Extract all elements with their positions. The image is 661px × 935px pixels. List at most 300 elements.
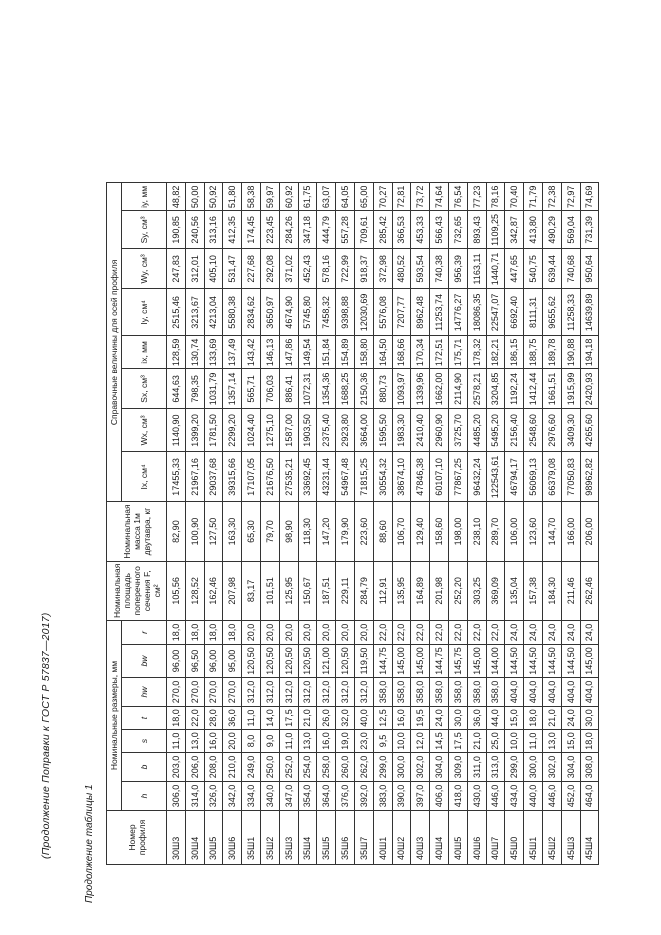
header-iy-moment: Iy, см⁴ <box>122 289 167 336</box>
header-h: h <box>122 782 167 811</box>
table-cell: 22547,07 <box>486 289 505 336</box>
table-cell: 77050,83 <box>561 452 580 502</box>
table-cell: 129,40 <box>411 502 430 561</box>
table-cell: 312,0 <box>260 678 279 707</box>
table-cell: 798,35 <box>185 369 204 409</box>
table-cell: 70,40 <box>505 183 524 211</box>
table-cell: 63,07 <box>317 183 336 211</box>
table-cell: 313,16 <box>204 211 223 249</box>
table-cell: 240,56 <box>185 211 204 249</box>
table-cell: 61,75 <box>298 183 317 211</box>
table-cell: 186,15 <box>505 336 524 369</box>
table-cell: 1357,14 <box>223 369 242 409</box>
table-cell: 740,38 <box>430 249 449 289</box>
header-sy: Sy, см³ <box>122 211 167 249</box>
table-cell: 127,50 <box>204 502 223 561</box>
table-cell: 4213,04 <box>204 289 223 336</box>
table-cell: 187,51 <box>317 561 336 620</box>
table-cell: 22,0 <box>430 621 449 645</box>
table-cell: 47846,38 <box>411 452 430 502</box>
table-cell: 372,98 <box>373 249 392 289</box>
table-cell: 340,0 <box>260 782 279 811</box>
table-cell: 119,50 <box>354 645 373 678</box>
table-cell: 77,23 <box>467 183 486 211</box>
table-cell: 302,0 <box>411 753 430 782</box>
table-cell: 21,0 <box>467 730 486 753</box>
table-cell: 179,90 <box>336 502 355 561</box>
table-cell: 72,38 <box>542 183 561 211</box>
table-cell: 565,71 <box>242 369 261 409</box>
table-cell: 404,0 <box>524 678 543 707</box>
header-ref-values: Справочные величины для осей профиля <box>107 183 122 502</box>
table-cell: 3204,85 <box>486 369 505 409</box>
table-cell: 312,0 <box>279 678 298 707</box>
table-cell: 144,00 <box>486 645 505 678</box>
table-cell: 133,69 <box>204 336 223 369</box>
table-cell: 120,50 <box>336 645 355 678</box>
table-cell: 11,0 <box>167 730 186 753</box>
table-cell: 135,95 <box>392 561 411 620</box>
header-ix-moment: Ix, см⁴ <box>122 452 167 502</box>
table-cell: 21676,50 <box>260 452 279 502</box>
table-cell: 303,25 <box>467 561 486 620</box>
table-cell: 43231,44 <box>317 452 336 502</box>
table-cell: 17455,33 <box>167 452 186 502</box>
table-cell: 14,5 <box>430 730 449 753</box>
table-cell: 128,59 <box>167 336 186 369</box>
table-cell: 36,0 <box>223 707 242 730</box>
table-cell: 2410,40 <box>411 409 430 452</box>
table-cell: 302,0 <box>542 753 561 782</box>
table-cell: 40,0 <box>354 707 373 730</box>
table-cell: 252,20 <box>448 561 467 620</box>
table-cell: 65,00 <box>354 183 373 211</box>
table-cell: 15,0 <box>505 707 524 730</box>
table-cell: 1024,40 <box>242 409 261 452</box>
table-cell: 16,0 <box>204 730 223 753</box>
table-cell: 25,0 <box>486 730 505 753</box>
table-cell: 3213,67 <box>185 289 204 336</box>
header-area: Номинальная площадь поперечного сечения F, см² <box>107 561 167 620</box>
table-cell: 74,64 <box>430 183 449 211</box>
table-cell: 208,0 <box>204 753 223 782</box>
table-cell: 262,46 <box>580 561 599 620</box>
table-cell: 201,98 <box>430 561 449 620</box>
table-row <box>524 183 543 865</box>
table-cell: 886,41 <box>279 369 298 409</box>
table-cell: 20,0 <box>279 621 298 645</box>
table-cell: 593,54 <box>411 249 430 289</box>
table-cell: 14,0 <box>260 707 279 730</box>
table-cell: 39315,66 <box>223 452 242 502</box>
table-cell: 122543,61 <box>486 452 505 502</box>
profile-number-cell: 35Ш3 <box>279 811 298 865</box>
table-cell: 72,97 <box>561 183 580 211</box>
table-cell: 189,78 <box>542 336 561 369</box>
table-cell: 404,0 <box>580 678 599 707</box>
table-cell: 238,10 <box>467 502 486 561</box>
table-row <box>223 183 242 865</box>
table-cell: 3409,30 <box>561 409 580 452</box>
table-cell: 188,75 <box>524 336 543 369</box>
profile-number-cell: 35Ш2 <box>260 811 279 865</box>
table-cell: 740,68 <box>561 249 580 289</box>
table-row <box>411 183 430 865</box>
table-cell: 9655,62 <box>542 289 561 336</box>
table-cell: 96,00 <box>204 645 223 678</box>
header-r: r <box>122 621 167 645</box>
table-cell: 358,0 <box>411 678 430 707</box>
table-cell: 207,98 <box>223 561 242 620</box>
table-row <box>260 183 279 865</box>
table-cell: 145,00 <box>392 645 411 678</box>
table-cell: 28,0 <box>204 707 223 730</box>
table-cell: 65,30 <box>242 502 261 561</box>
table-cell: 312,0 <box>354 678 373 707</box>
table-cell: 22,0 <box>373 621 392 645</box>
table-cell: 144,70 <box>542 502 561 561</box>
table-cell: 66379,08 <box>542 452 561 502</box>
table-cell: 120,50 <box>242 645 261 678</box>
table-cell: 26,0 <box>317 707 336 730</box>
table-cell: 77867,25 <box>448 452 467 502</box>
table-cell: 27535,21 <box>279 452 298 502</box>
table-cell: 158,80 <box>354 336 373 369</box>
table-cell: 364,0 <box>317 782 336 811</box>
table-cell: 1109,25 <box>486 211 505 249</box>
table-cell: 1031,79 <box>204 369 223 409</box>
table-cell: 95,00 <box>223 645 242 678</box>
table-row <box>448 183 467 865</box>
header-wy: Wy, см³ <box>122 249 167 289</box>
profile-number-cell: 40Ш5 <box>448 811 467 865</box>
table-cell: 412,35 <box>223 211 242 249</box>
table-cell: 20,0 <box>242 621 261 645</box>
table-cell: 326,0 <box>204 782 223 811</box>
header-b: b <box>122 753 167 782</box>
table-cell: 162,46 <box>204 561 223 620</box>
table-cell: 74,69 <box>580 183 599 211</box>
table-cell: 306,0 <box>167 782 186 811</box>
table-cell: 4485,20 <box>467 409 486 452</box>
table-cell: 732,65 <box>448 211 467 249</box>
table-cell: 1688,25 <box>336 369 355 409</box>
table-cell: 60107,10 <box>430 452 449 502</box>
table-cell: 342,0 <box>223 782 242 811</box>
table-cell: 182,21 <box>486 336 505 369</box>
profile-number-cell: 40Ш6 <box>467 811 486 865</box>
table-cell: 5576,08 <box>373 289 392 336</box>
table-cell: 144,50 <box>561 645 580 678</box>
table-cell: 252,0 <box>279 753 298 782</box>
table-cell: 21967,16 <box>185 452 204 502</box>
table-cell: 446,0 <box>542 782 561 811</box>
table-cell: 5495,20 <box>486 409 505 452</box>
table-cell: 146,13 <box>260 336 279 369</box>
table-row <box>354 183 373 865</box>
header-wx: Wx, см³ <box>122 409 167 452</box>
table-cell: 13,0 <box>185 730 204 753</box>
table-cell: 105,56 <box>167 561 186 620</box>
table-cell: 2976,60 <box>542 409 561 452</box>
table-cell: 175,71 <box>448 336 467 369</box>
table-cell: 17107,05 <box>242 452 261 502</box>
table-cell: 434,0 <box>505 782 524 811</box>
table-cell: 123,60 <box>524 502 543 561</box>
table-cell: 24,0 <box>430 707 449 730</box>
table-cell: 308,0 <box>580 753 599 782</box>
table-cell: 1140,90 <box>167 409 186 452</box>
table-cell: 33692,45 <box>298 452 317 502</box>
table-cell: 452,0 <box>561 782 580 811</box>
table-cell: 106,70 <box>392 502 411 561</box>
table-cell: 19,5 <box>411 707 430 730</box>
table-cell: 2156,40 <box>505 409 524 452</box>
table-cell: 1903,50 <box>298 409 317 452</box>
table-cell: 950,64 <box>580 249 599 289</box>
table-cell: 289,70 <box>486 502 505 561</box>
table-cell: 16,0 <box>317 730 336 753</box>
table-cell: 71,79 <box>524 183 543 211</box>
table-cell: 557,28 <box>336 211 355 249</box>
table-cell: 2548,60 <box>524 409 543 452</box>
table-cell: 270,0 <box>223 678 242 707</box>
table-cell: 96432,24 <box>467 452 486 502</box>
table-cell: 190,85 <box>167 211 186 249</box>
table-cell: 144,75 <box>373 645 392 678</box>
table-cell: 96,50 <box>185 645 204 678</box>
table-cell: 36,0 <box>467 707 486 730</box>
table-cell: 44,0 <box>486 707 505 730</box>
table-cell: 1093,97 <box>392 369 411 409</box>
table-cell: 13,0 <box>542 730 561 753</box>
table-cell: 2960,90 <box>430 409 449 452</box>
table-cell: 639,44 <box>542 249 561 289</box>
table-cell: 58,38 <box>242 183 261 211</box>
table-cell: 54967,48 <box>336 452 355 502</box>
table-cell: 312,0 <box>336 678 355 707</box>
table-cell: 190,88 <box>561 336 580 369</box>
table-cell: 11253,74 <box>430 289 449 336</box>
table-cell: 48,82 <box>167 183 186 211</box>
table-cell: 14776,27 <box>448 289 467 336</box>
table-cell: 60,92 <box>279 183 298 211</box>
table-cell: 1163,11 <box>467 249 486 289</box>
table-cell: 358,0 <box>448 678 467 707</box>
table-cell: 64,05 <box>336 183 355 211</box>
table-cell: 24,0 <box>580 621 599 645</box>
table-cell: 20,0 <box>223 730 242 753</box>
table-cell: 1192,24 <box>505 369 524 409</box>
table-cell: 147,86 <box>279 336 298 369</box>
table-row <box>242 183 261 865</box>
table-cell: 79,70 <box>260 502 279 561</box>
table-cell: 7207,77 <box>392 289 411 336</box>
table-cell: 30,0 <box>448 707 467 730</box>
table-cell: 464,0 <box>580 782 599 811</box>
table-cell: 223,45 <box>260 211 279 249</box>
table-caption: Продолжение таблицы 1 <box>84 784 95 903</box>
profile-number-cell: 45Ш0 <box>505 811 524 865</box>
table-cell: 211,46 <box>561 561 580 620</box>
table-cell: 51,80 <box>223 183 242 211</box>
table-cell: 247,83 <box>167 249 186 289</box>
table-cell: 2114,90 <box>448 369 467 409</box>
table-cell: 312,0 <box>317 678 336 707</box>
table-cell: 144,50 <box>524 645 543 678</box>
table-cell: 22,0 <box>448 621 467 645</box>
table-cell: 347,18 <box>298 211 317 249</box>
table-cell: 24,0 <box>542 621 561 645</box>
table-cell: 18,0 <box>580 730 599 753</box>
table-cell: 20,0 <box>260 621 279 645</box>
table-cell: 1412,44 <box>524 369 543 409</box>
table-cell: 22,0 <box>411 621 430 645</box>
table-cell: 32,0 <box>336 707 355 730</box>
table-cell: 8962,48 <box>411 289 430 336</box>
table-cell: 292,08 <box>260 249 279 289</box>
table-cell: 10,0 <box>505 730 524 753</box>
table-cell: 312,0 <box>298 678 317 707</box>
profile-number-cell: 45Ш3 <box>561 811 580 865</box>
table-cell: 1072,31 <box>298 369 317 409</box>
table-cell: 22,0 <box>392 621 411 645</box>
profile-number-cell: 45Ш1 <box>524 811 543 865</box>
table-cell: 369,09 <box>486 561 505 620</box>
table-row <box>580 183 599 865</box>
table-cell: 9,5 <box>373 730 392 753</box>
table-cell: 50,00 <box>185 183 204 211</box>
table-cell: 227,68 <box>242 249 261 289</box>
table-cell: 358,0 <box>486 678 505 707</box>
table-cell: 314,0 <box>185 782 204 811</box>
table-cell: 158,60 <box>430 502 449 561</box>
table-cell: 135,04 <box>505 561 524 620</box>
table-row <box>392 183 411 865</box>
table-row <box>185 183 204 865</box>
table-cell: 18,0 <box>185 621 204 645</box>
table-cell: 376,0 <box>336 782 355 811</box>
table-cell: 82,90 <box>167 502 186 561</box>
table-cell: 59,97 <box>260 183 279 211</box>
table-cell: 569,04 <box>561 211 580 249</box>
table-cell: 2420,93 <box>580 369 599 409</box>
table-cell: 18,0 <box>524 707 543 730</box>
table-cell: 11,0 <box>242 707 261 730</box>
table-cell: 18,0 <box>223 621 242 645</box>
header-mass: Номинальная масса 1м двутавра, кг <box>107 502 167 561</box>
table-cell: 1662,00 <box>430 369 449 409</box>
table-cell: 9,0 <box>260 730 279 753</box>
table-cell: 106,00 <box>505 502 524 561</box>
table-cell: 144,50 <box>505 645 524 678</box>
table-cell: 11,0 <box>524 730 543 753</box>
table-cell: 12,0 <box>411 730 430 753</box>
table-cell: 2578,21 <box>467 369 486 409</box>
table-cell: 299,0 <box>373 753 392 782</box>
table-cell: 206,0 <box>185 753 204 782</box>
table-cell: 4265,60 <box>580 409 599 452</box>
profile-number-cell: 45Ш2 <box>542 811 561 865</box>
table-cell: 22,0 <box>185 707 204 730</box>
table-cell: 154,89 <box>336 336 355 369</box>
profile-number-cell: 30Ш6 <box>223 811 242 865</box>
table-cell: 1915,99 <box>561 369 580 409</box>
table-row <box>336 183 355 865</box>
header-iy-radius: iy, мм <box>122 183 167 211</box>
profile-number-cell: 35Ш6 <box>336 811 355 865</box>
table-cell: 358,0 <box>392 678 411 707</box>
table-cell: 285,42 <box>373 211 392 249</box>
table-cell: 120,50 <box>260 645 279 678</box>
table-cell: 21,0 <box>542 707 561 730</box>
table-cell: 893,43 <box>467 211 486 249</box>
table-cell: 8111,31 <box>524 289 543 336</box>
table-cell: 30554,32 <box>373 452 392 502</box>
table-cell: 170,34 <box>411 336 430 369</box>
table-cell: 30,0 <box>580 707 599 730</box>
table-cell: 2375,40 <box>317 409 336 452</box>
table-cell: 1440,71 <box>486 249 505 289</box>
table-cell: 312,0 <box>242 678 261 707</box>
table-cell: 404,0 <box>561 678 580 707</box>
table-cell: 18,0 <box>204 621 223 645</box>
table-cell: 15,0 <box>561 730 580 753</box>
table-cell: 540,75 <box>524 249 543 289</box>
table-cell: 371,02 <box>279 249 298 289</box>
table-cell: 358,0 <box>467 678 486 707</box>
table-cell: 453,33 <box>411 211 430 249</box>
table-cell: 249,0 <box>242 753 261 782</box>
table-cell: 406,0 <box>430 782 449 811</box>
table-cell: 203,0 <box>167 753 186 782</box>
table-cell: 24,0 <box>524 621 543 645</box>
table-cell: 20,0 <box>354 621 373 645</box>
table-cell: 73,72 <box>411 183 430 211</box>
table-cell: 300,0 <box>392 753 411 782</box>
table-cell: 98962,82 <box>580 452 599 502</box>
table-cell: 709,61 <box>354 211 373 249</box>
table-cell: 418,0 <box>448 782 467 811</box>
table-cell: 198,00 <box>448 502 467 561</box>
table-cell: 1661,51 <box>542 369 561 409</box>
table-cell: 413,80 <box>524 211 543 249</box>
table-cell: 4674,90 <box>279 289 298 336</box>
table-cell: 250,0 <box>260 753 279 782</box>
table-cell: 430,0 <box>467 782 486 811</box>
profile-number-cell: 35Ш5 <box>317 811 336 865</box>
table-cell: 70,27 <box>373 183 392 211</box>
table-row <box>542 183 561 865</box>
table-cell: 452,43 <box>298 249 317 289</box>
table-cell: 644,63 <box>167 369 186 409</box>
table-cell: 270,0 <box>167 678 186 707</box>
profile-number-cell: 35Ш4 <box>298 811 317 865</box>
table-cell: 446,0 <box>486 782 505 811</box>
table-cell: 9398,88 <box>336 289 355 336</box>
table-cell: 262,0 <box>354 753 373 782</box>
profile-number-cell: 40Ш7 <box>486 811 505 865</box>
table-row <box>505 183 524 865</box>
table-cell: 24,0 <box>561 621 580 645</box>
table-cell: 1781,50 <box>204 409 223 452</box>
table-cell: 404,0 <box>505 678 524 707</box>
table-cell: 96,00 <box>167 645 186 678</box>
table-cell: 6692,40 <box>505 289 524 336</box>
table-cell: 7458,32 <box>317 289 336 336</box>
table-cell: 260,0 <box>336 753 355 782</box>
table-cell: 578,16 <box>317 249 336 289</box>
